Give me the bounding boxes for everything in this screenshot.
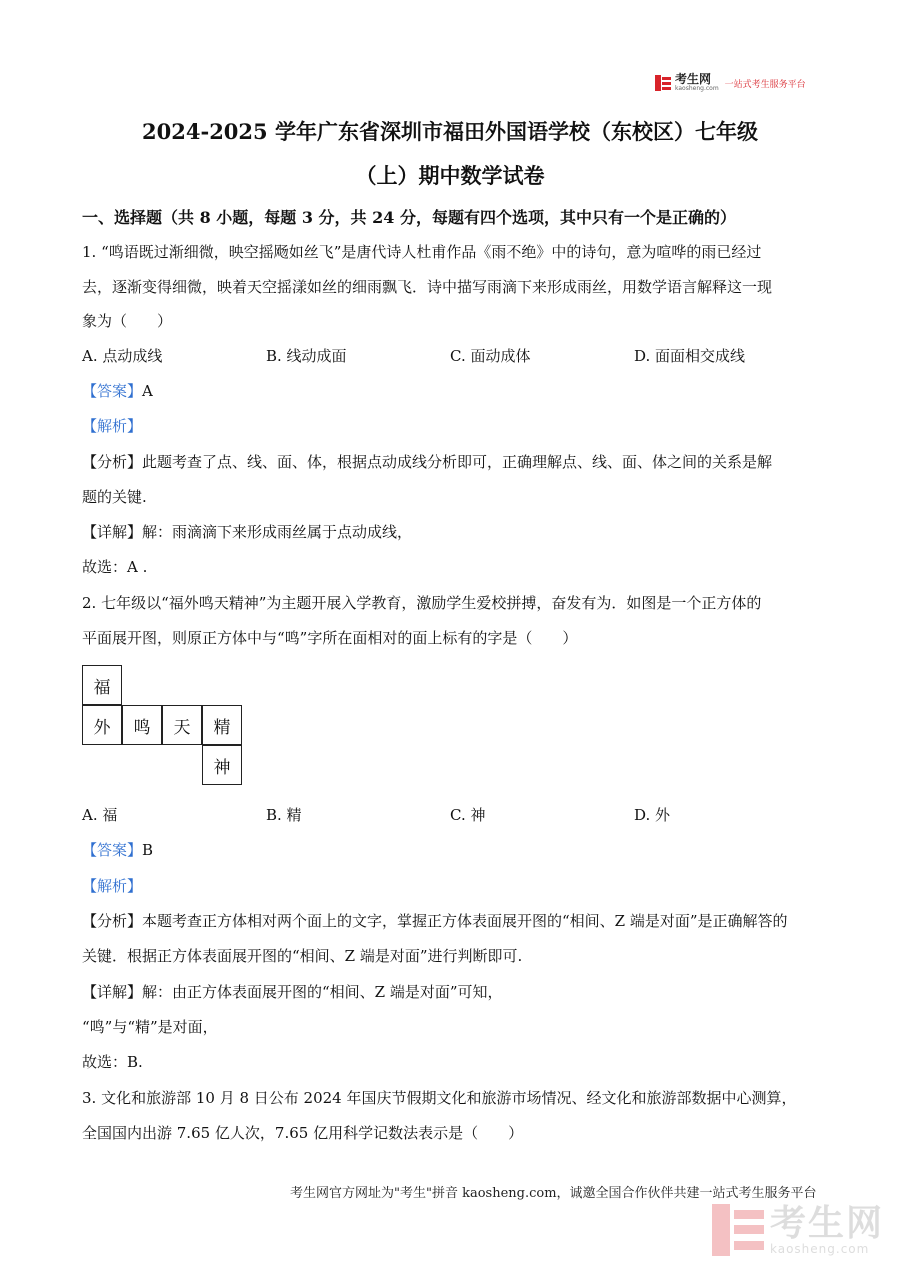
watermark-name: 考生网 bbox=[770, 1202, 885, 1244]
q2-option-a: A. 福 bbox=[82, 806, 118, 824]
page-title-line2: （上）期中数学试卷 bbox=[355, 163, 545, 188]
answer-tag: 【答案】 bbox=[82, 841, 143, 859]
logo-domain: kaosheng.com bbox=[675, 85, 719, 92]
logo-icon bbox=[655, 75, 671, 91]
q1-option-c: C. 面动成体 bbox=[450, 347, 531, 365]
watermark bbox=[712, 1204, 884, 1256]
footer-text: 考生网官方网址为"考生"拼音 kaosheng.com，诚邀全国合作伙伴共建一站式考生服务平台 bbox=[290, 1186, 817, 1201]
fenxi-tag: 【分析】 bbox=[82, 453, 143, 471]
q2-detail-2: “鸣”与“精”是对面， bbox=[82, 1018, 218, 1036]
q1-option-b: B. 线动成面 bbox=[266, 347, 347, 365]
detail-text: 解：雨滴滴下来形成雨丝属于点动成线， bbox=[142, 523, 413, 541]
q2-analysis-tag: 【解析】 bbox=[82, 877, 143, 895]
net-cell-fu: 福 bbox=[82, 665, 122, 705]
q1-answer bbox=[82, 380, 153, 402]
q1-line-2: 去，逐渐变得细微，映着天空摇漾如丝的细雨飘飞．诗中描写雨滴下来形成雨丝，用数学语言解释这一现 bbox=[82, 278, 773, 296]
q2-detail bbox=[82, 981, 503, 1003]
net-cell-jing: 精 bbox=[202, 705, 242, 745]
q1-fenxi-2: 题的关键. bbox=[82, 488, 147, 506]
fenxi-tag: 【分析】 bbox=[82, 912, 143, 930]
q1-line-3: 象为（ ） bbox=[82, 312, 173, 330]
q2-line-2: 平面展开图，则原正方体中与“鸣”字所在面相对的面上标有的字是（ ） bbox=[82, 629, 578, 647]
header-logo bbox=[655, 72, 806, 94]
watermark-domain: kaosheng.com bbox=[770, 1241, 870, 1256]
logo-name: 考生网 bbox=[675, 72, 712, 86]
detail-tag: 【详解】 bbox=[82, 523, 143, 541]
net-cell-wai: 外 bbox=[82, 705, 122, 745]
fenxi-text: 本题考查正方体相对两个面上的文字，掌握正方体表面展开图的“相间、Z 端是对面”是正确解答的 bbox=[142, 912, 788, 930]
watermark-logo-icon bbox=[712, 1204, 764, 1256]
answer-value: B bbox=[142, 841, 154, 859]
q2-fenxi-2: 关键．根据正方体表面展开图的“相间、Z 端是对面”进行判断即可. bbox=[82, 947, 523, 965]
q2-answer bbox=[82, 839, 153, 861]
net-cell-shen: 神 bbox=[202, 745, 242, 785]
q2-fenxi-1 bbox=[82, 910, 788, 932]
net-cell-tian: 天 bbox=[162, 705, 202, 745]
q1-fenxi-1 bbox=[82, 451, 772, 473]
q2-option-b: B. 精 bbox=[266, 806, 302, 824]
q1-option-a: A. 点动成线 bbox=[82, 347, 163, 365]
q2-option-c: C. 神 bbox=[450, 806, 486, 824]
fenxi-text: 此题考查了点、线、面、体，根据点动成线分析即可，正确理解点、线、面、体之间的关系是解 bbox=[142, 453, 773, 471]
answer-value: A bbox=[142, 382, 153, 400]
page-title-line1: 2024-2025 学年广东省深圳市福田外国语学校（东校区）七年级 bbox=[142, 119, 758, 144]
q2-line-1: 2. 七年级以“福外鸣天精神”为主题开展入学教育，激励学生爱校拼搏，奋发有为．如图是一个正方体的 bbox=[82, 594, 762, 612]
detail-tag: 【详解】 bbox=[82, 983, 143, 1001]
q1-analysis-tag: 【解析】 bbox=[82, 417, 143, 435]
detail-text: 解：由正方体表面展开图的“相间、Z 端是对面”可知， bbox=[142, 983, 503, 1001]
q2-option-d: D. 外 bbox=[634, 806, 671, 824]
q1-choose: 故选：A . bbox=[82, 558, 148, 576]
logo-slogan: 一站式考生服务平台 bbox=[724, 79, 806, 90]
q3-line-1: 3. 文化和旅游部 10 月 8 日公布 2024 年国庆节假期文化和旅游市场情况、经文化和旅游部数据中心测算， bbox=[82, 1089, 797, 1107]
q1-option-d: D. 面面相交成线 bbox=[634, 347, 746, 365]
section-heading: 一、选择题（共 8 小题，每题 3 分，共 24 分，每题有四个选项，其中只有一个是正确的） bbox=[82, 208, 736, 227]
q1-line-1: 1. “鸣语既过渐细微，映空摇飏如丝飞”是唐代诗人杜甫作品《雨不绝》中的诗句，意为喧哗的雨已经过 bbox=[82, 243, 762, 261]
net-cell-ming: 鸣 bbox=[122, 705, 162, 745]
q3-line-2: 全国国内出游 7.65 亿人次，7.65 亿用科学记数法表示是（ ） bbox=[82, 1124, 524, 1142]
q1-detail bbox=[82, 521, 412, 543]
answer-tag: 【答案】 bbox=[82, 382, 143, 400]
q2-choose: 故选：B. bbox=[82, 1053, 143, 1071]
